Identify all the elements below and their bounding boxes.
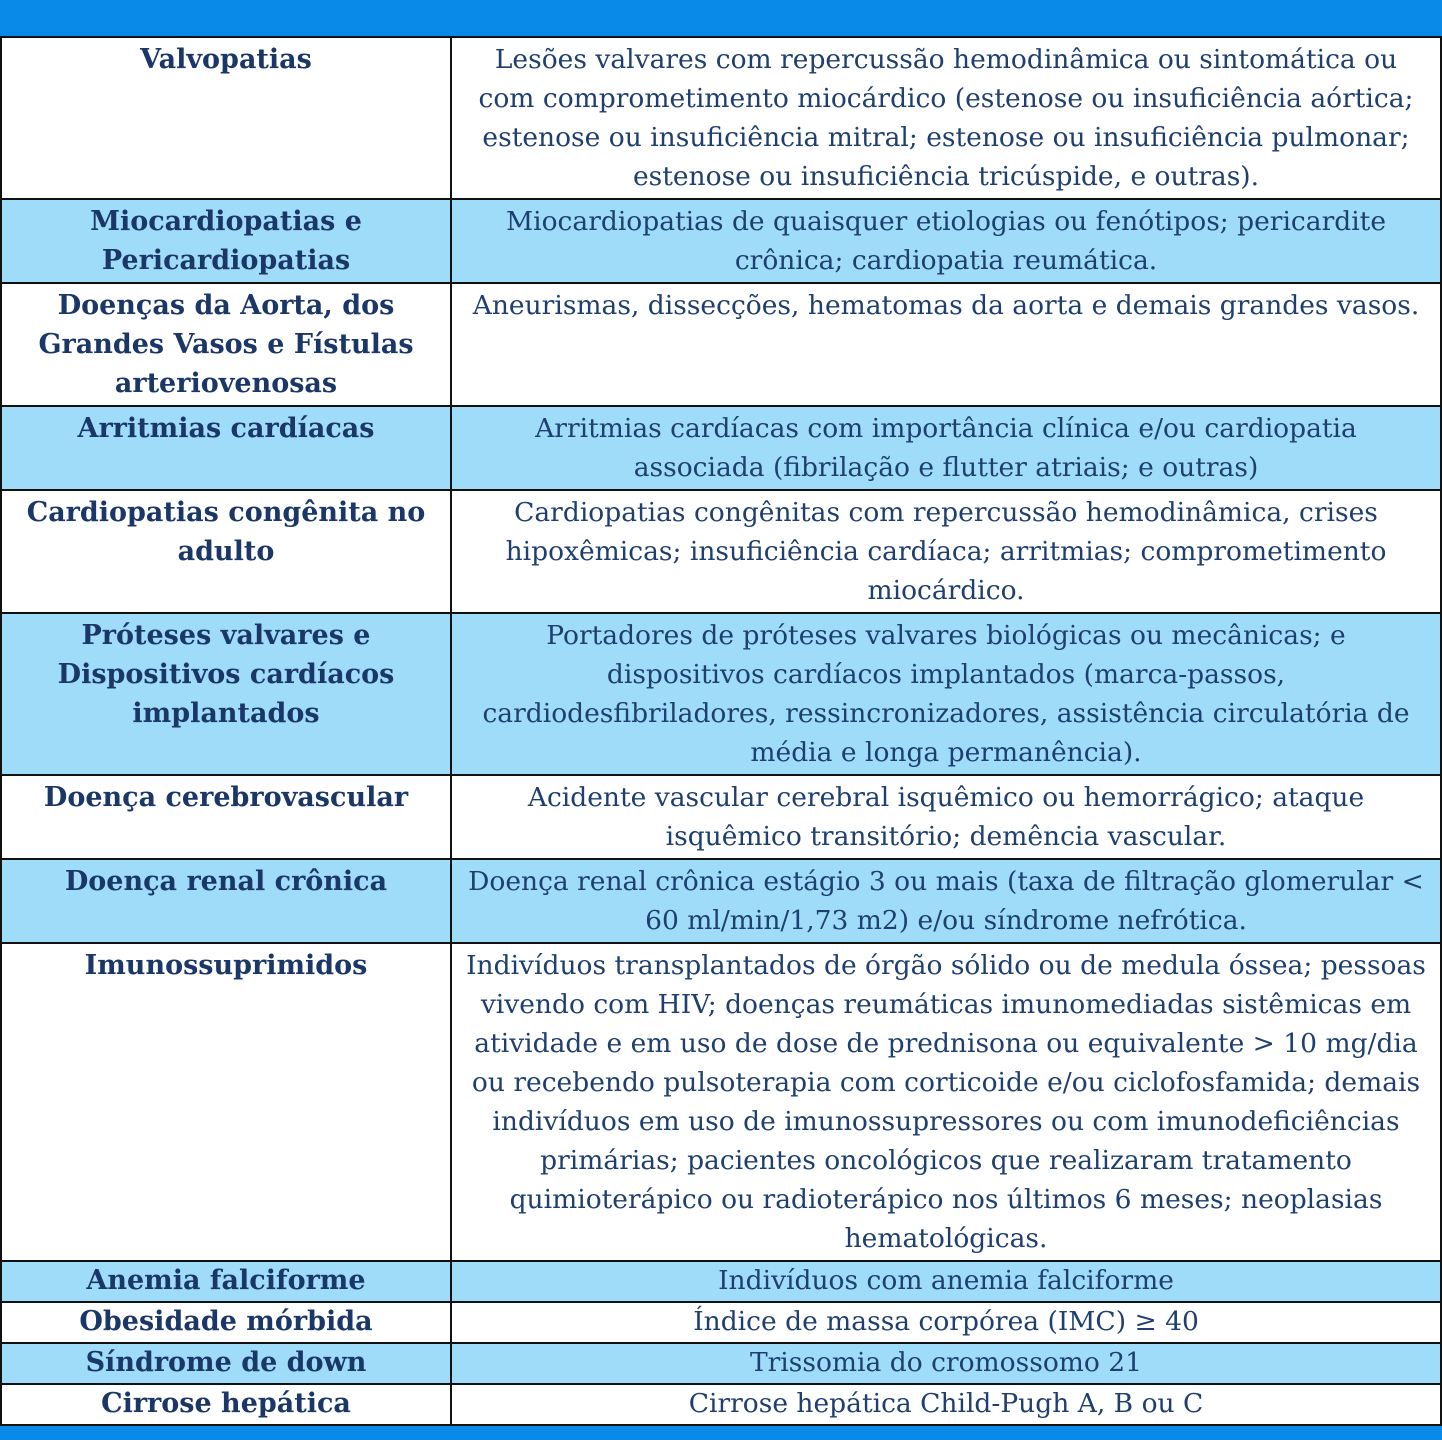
description-cell: Portadores de próteses valvares biológicas ou mecânicas; e dispositivos cardíacos implantados (marca-passos, cardiodesfibriladores, ressincronizadores, assistência circulatória de média e longa permanência). xyxy=(451,613,1441,775)
description-cell: Trissomia do cromossomo 21 xyxy=(451,1343,1441,1384)
category-cell: Síndrome de down xyxy=(1,1343,451,1384)
table-row xyxy=(1,199,1441,283)
table-row xyxy=(1,613,1441,775)
category-cell: Doença cerebrovascular xyxy=(1,775,451,859)
category-cell: Próteses valvares e Dispositivos cardíacos implantados xyxy=(1,613,451,775)
comorbidities-table-container xyxy=(0,36,1440,1419)
table-row xyxy=(1,37,1441,199)
category-cell: Cardiopatias congênita no adulto xyxy=(1,490,451,613)
description-cell: Indivíduos transplantados de órgão sólido ou de medula óssea; pessoas vivendo com HIV; doenças reumáticas imunomediadas sistêmicas em atividade e em uso de dose de prednisona ou equivalente > 10 mg/dia ou recebendo pulsoterapia com corticoide e/ou ciclofosfamida; demais indivíduos em uso de imunossupressores ou com imunodeficiências primárias; pacientes oncológicos que realizaram tratamento quimioterápico ou radioterápico nos últimos 6 meses; neoplasias hematológicas. xyxy=(451,943,1441,1261)
description-cell: Aneurismas, dissecções, hematomas da aorta e demais grandes vasos. xyxy=(451,283,1441,406)
description-cell: Indivíduos com anemia falciforme xyxy=(451,1261,1441,1302)
category-cell: Imunossuprimidos xyxy=(1,943,451,1261)
category-cell: Valvopatias xyxy=(1,37,451,199)
table-row xyxy=(1,1302,1441,1343)
table-row xyxy=(1,1261,1441,1302)
table-row xyxy=(1,1384,1441,1425)
comorbidities-table xyxy=(0,36,1442,1426)
table-row xyxy=(1,859,1441,943)
table-row xyxy=(1,775,1441,859)
category-cell: Doença renal crônica xyxy=(1,859,451,943)
description-cell: Lesões valvares com repercussão hemodinâmica ou sintomática ou com comprometimento miocárdico (estenose ou insuficiência aórtica; estenose ou insuficiência mitral; estenose ou insuficiência pulmonar; estenose ou insuficiência tricúspide, e outras). xyxy=(451,37,1441,199)
category-cell: Anemia falciforme xyxy=(1,1261,451,1302)
table-row xyxy=(1,283,1441,406)
description-cell: Arritmias cardíacas com importância clínica e/ou cardiopatia associada (fibrilação e flutter atriais; e outras) xyxy=(451,406,1441,490)
description-cell: Doença renal crônica estágio 3 ou mais (taxa de filtração glomerular < 60 ml/min/1,73 m2) e/ou síndrome nefrótica. xyxy=(451,859,1441,943)
category-cell: Miocardiopatias e Pericardiopatias xyxy=(1,199,451,283)
category-cell: Obesidade mórbida xyxy=(1,1302,451,1343)
table-row xyxy=(1,943,1441,1261)
description-cell: Cardiopatias congênitas com repercussão hemodinâmica, crises hipoxêmicas; insuficiência cardíaca; arritmias; comprometimento miocárdico. xyxy=(451,490,1441,613)
table-row xyxy=(1,406,1441,490)
category-cell: Cirrose hepática xyxy=(1,1384,451,1425)
table-row xyxy=(1,1343,1441,1384)
description-cell: Miocardiopatias de quaisquer etiologias ou fenótipos; pericardite crônica; cardiopatia reumática. xyxy=(451,199,1441,283)
category-cell: Doenças da Aorta, dos Grandes Vasos e Fístulas arteriovenosas xyxy=(1,283,451,406)
description-cell: Acidente vascular cerebral isquêmico ou hemorrágico; ataque isquêmico transitório; demência vascular. xyxy=(451,775,1441,859)
category-cell: Arritmias cardíacas xyxy=(1,406,451,490)
description-cell: Cirrose hepática Child-Pugh A, B ou C xyxy=(451,1384,1441,1425)
table-row xyxy=(1,490,1441,613)
description-cell: Índice de massa corpórea (IMC) ≥ 40 xyxy=(451,1302,1441,1343)
